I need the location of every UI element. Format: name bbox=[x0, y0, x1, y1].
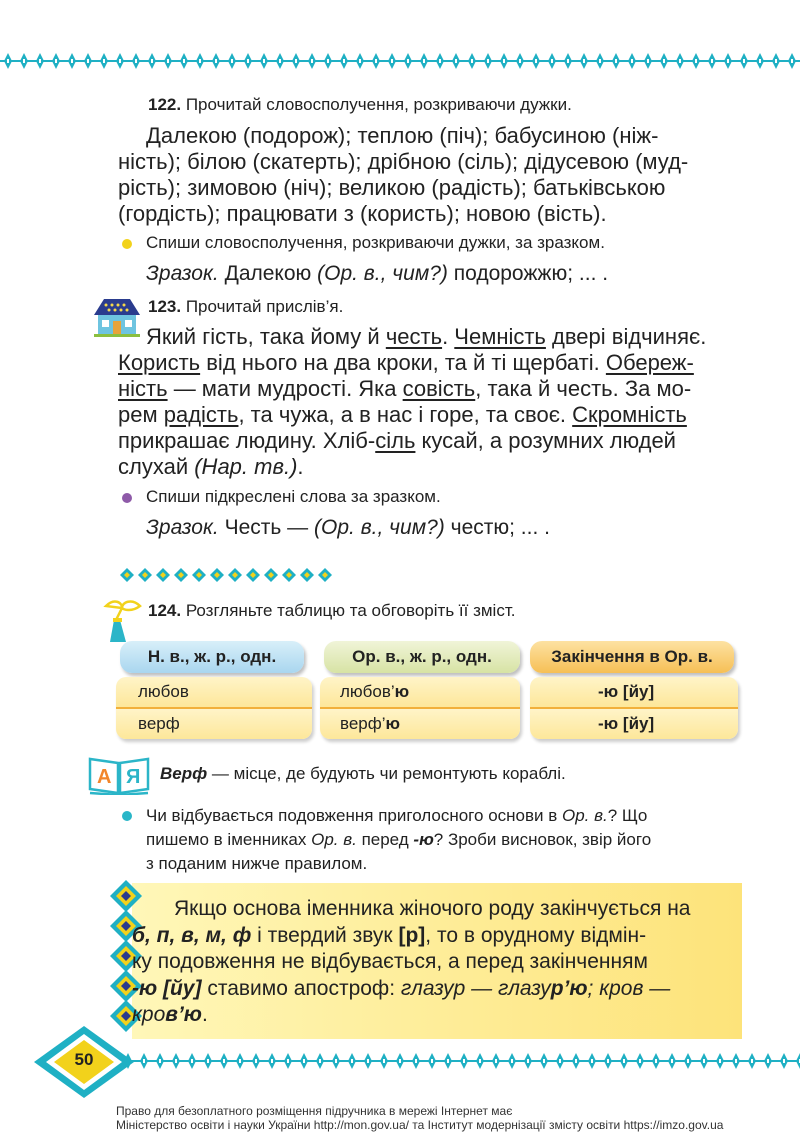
table-column-instrumental bbox=[320, 677, 520, 739]
yellow-bullet-icon bbox=[122, 239, 132, 249]
table-header-instrumental: Ор. в., ж. р., одн. bbox=[324, 641, 520, 673]
dictionary-entry: Верф — місце, де будують чи ремонтують кораблі. bbox=[160, 764, 566, 783]
dictionary-letter-ya: Я bbox=[126, 766, 141, 788]
table-column-nominative bbox=[116, 677, 312, 739]
page-number: 50 bbox=[74, 1050, 94, 1069]
underlined-word: честь bbox=[385, 324, 443, 349]
table-header-ending: Закінчення в Ор. в. bbox=[530, 641, 734, 673]
dictionary-letter-a: А bbox=[97, 766, 112, 788]
ex123-task: Спиши підкреслені слова за зразком. bbox=[146, 487, 441, 506]
table-cell: любов’ю bbox=[340, 682, 410, 701]
table-column-ending bbox=[530, 677, 738, 739]
ex122-text: Далекою (подорож); теплою (піч); бабусиною (ніж- ність); білою (скатерть); дрібною (сіль); дідусевою (муд- рість); зимовою (ніч); великою (радість); батьківською (гордість); працювати з (користь); новою (вість). bbox=[118, 123, 689, 226]
ex122-heading: 122. Прочитай словосполучення, розкриваючи дужки. bbox=[148, 95, 572, 114]
table-header-nominative: Н. в., ж. р., одн. bbox=[120, 641, 304, 673]
rule-text: Якщо основа іменника жіночого роду закінчується на б, п, в, м, ф і твердий звук [р], то в орудному відмін- ку подовження не відбувається, а перед закінченням -ю [йу] ставимо апостроф: глазур — глазур’ю; кров — кров’ю. bbox=[132, 897, 691, 1026]
purple-bullet-icon bbox=[122, 493, 132, 503]
ex124-heading: 124. Розгляньте таблицю та обговоріть її зміст. bbox=[148, 601, 516, 620]
ex123-sample: Зразок. Честь — (Ор. в., чим?) честю; ... . bbox=[146, 516, 550, 539]
diamond-divider bbox=[120, 568, 346, 582]
ex123-heading: 123. Прочитай прислів’я. bbox=[148, 297, 344, 316]
ex123-text: Який гість, така йому й честь. Чемність двері відчиняє. Користь від нього на два кроки, та й ті щербаті. Обереж- ність — мати мудрості. Яка совість, така й честь. За мо- рем радість, та чужа, а в нас і горе, та своє. Скромність прикрашає людину. Хліб-сіль кусай, а розумних людей слухай (Нар. тв.). bbox=[118, 324, 707, 479]
underlined-word: Скромність bbox=[572, 402, 687, 427]
table-cell: любов bbox=[138, 682, 189, 701]
table-cell: верф’ю bbox=[340, 714, 401, 733]
table-cell: -ю [йу] bbox=[598, 682, 655, 701]
ex122-sample: Зразок. Далекою (Ор. в., чим?) подорожжю; ... . bbox=[146, 262, 609, 285]
top-ornament-border bbox=[0, 50, 800, 72]
bottom-ornament-border bbox=[120, 1050, 800, 1072]
underlined-word: Обереж- bbox=[605, 350, 694, 375]
underlined-word: ність bbox=[118, 376, 168, 401]
underlined-word: радість bbox=[163, 402, 239, 427]
underlined-word: сіль bbox=[375, 428, 416, 453]
underlined-word: Чемність bbox=[454, 324, 546, 349]
underlined-word: Користь bbox=[118, 350, 201, 375]
table-cell: -ю [йу] bbox=[598, 714, 655, 733]
ex122-task: Спиши словосполучення, розкриваючи дужки, за зразком. bbox=[146, 233, 605, 252]
dictionary-book-icon bbox=[88, 753, 150, 795]
footer: Право для безоплатного розміщення підручника в мережі Інтернет має Міністерство освіти і науки України http://mon.gov.ua/ та Інститут модернізації змісту освіти https://imzo.gov.ua bbox=[116, 1104, 724, 1132]
underlined-word: совість bbox=[402, 376, 476, 401]
teal-bullet-icon bbox=[122, 811, 132, 821]
tassel-icon bbox=[100, 598, 144, 644]
question-text: Чи відбувається подовження приголосного основи в Ор. в.? Що пишемо в іменниках Ор. в. перед -ю? Зроби висновок, звір його з поданим нижче правилом. bbox=[146, 806, 652, 873]
table-cell: верф bbox=[138, 714, 180, 733]
